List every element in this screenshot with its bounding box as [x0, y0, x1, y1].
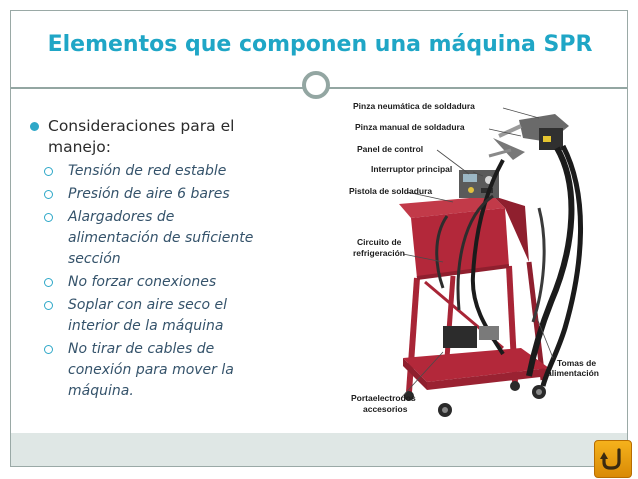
callout-panel-control: Panel de control [357, 144, 424, 154]
sub-bullet-line: máquina. [68, 383, 134, 399]
spr-machine-figure [343, 96, 615, 422]
callout-pistola: Pistola de soldadura [349, 186, 433, 196]
sub-bullet-line: No tirar de cables de [68, 341, 215, 357]
slide-title: Elementos que componen una máquina SPR [47, 32, 593, 57]
sub-bullet [26, 207, 326, 270]
filled-bullet-icon [30, 122, 39, 131]
sub-bullet-line: conexión para mover la [68, 362, 234, 378]
sub-bullet-line: Alargadores de [68, 209, 175, 225]
callout-circuito-line2: refrigeración [353, 248, 405, 258]
sub-bullet [26, 161, 326, 182]
return-arrow-icon [600, 446, 626, 472]
callout-circuito-line1: Circuito de [357, 237, 402, 247]
sub-bullet-line: No forzar conexiones [68, 274, 217, 290]
sub-bullet-line: alimentación de suficiente [68, 230, 254, 246]
sub-bullet-line: Soplar con aire seco el [68, 297, 228, 313]
main-bullet-line: manejo: [48, 138, 111, 156]
spr-machine-illustration [343, 96, 615, 422]
main-bullet-line: Consideraciones para el [48, 117, 235, 135]
callout-porta-line2: accesorios [363, 404, 408, 414]
sub-bullet [26, 184, 326, 205]
sub-bullet-line: Tensión de red estable [68, 163, 227, 179]
callout-porta-line1: Portaelectrodos [351, 393, 416, 403]
callout-pinza-manual: Pinza manual de soldadura [355, 122, 465, 132]
return-button[interactable] [594, 440, 632, 478]
sub-bullet-line: Presión de aire 6 bares [68, 186, 230, 202]
sub-bullet [26, 339, 326, 402]
callout-tomas-line1: Tomas de [557, 358, 597, 368]
ring-bullet-icon [44, 278, 53, 287]
bullet-list [26, 116, 326, 402]
callout-interruptor: Interruptor principal [371, 164, 453, 174]
accessory-box [443, 326, 477, 348]
ring-bullet-icon [44, 345, 53, 354]
sub-bullet [26, 272, 326, 293]
callout-pinza-neumatica: Pinza neumática de soldadura [353, 101, 475, 111]
accessory-tray [479, 326, 499, 340]
sub-bullet-line: interior de la máquina [68, 318, 224, 334]
main-bullet [26, 116, 326, 158]
sub-bullet-line: sección [68, 251, 121, 267]
divider-ring-ornament [302, 71, 330, 99]
ring-bullet-icon [44, 213, 53, 222]
ring-bullet-icon [44, 167, 53, 176]
sub-bullet [26, 295, 326, 337]
ring-bullet-icon [44, 301, 53, 310]
ring-bullet-icon [44, 190, 53, 199]
callout-tomas-line2: alimentación [547, 368, 599, 378]
footer-bar [11, 433, 627, 466]
